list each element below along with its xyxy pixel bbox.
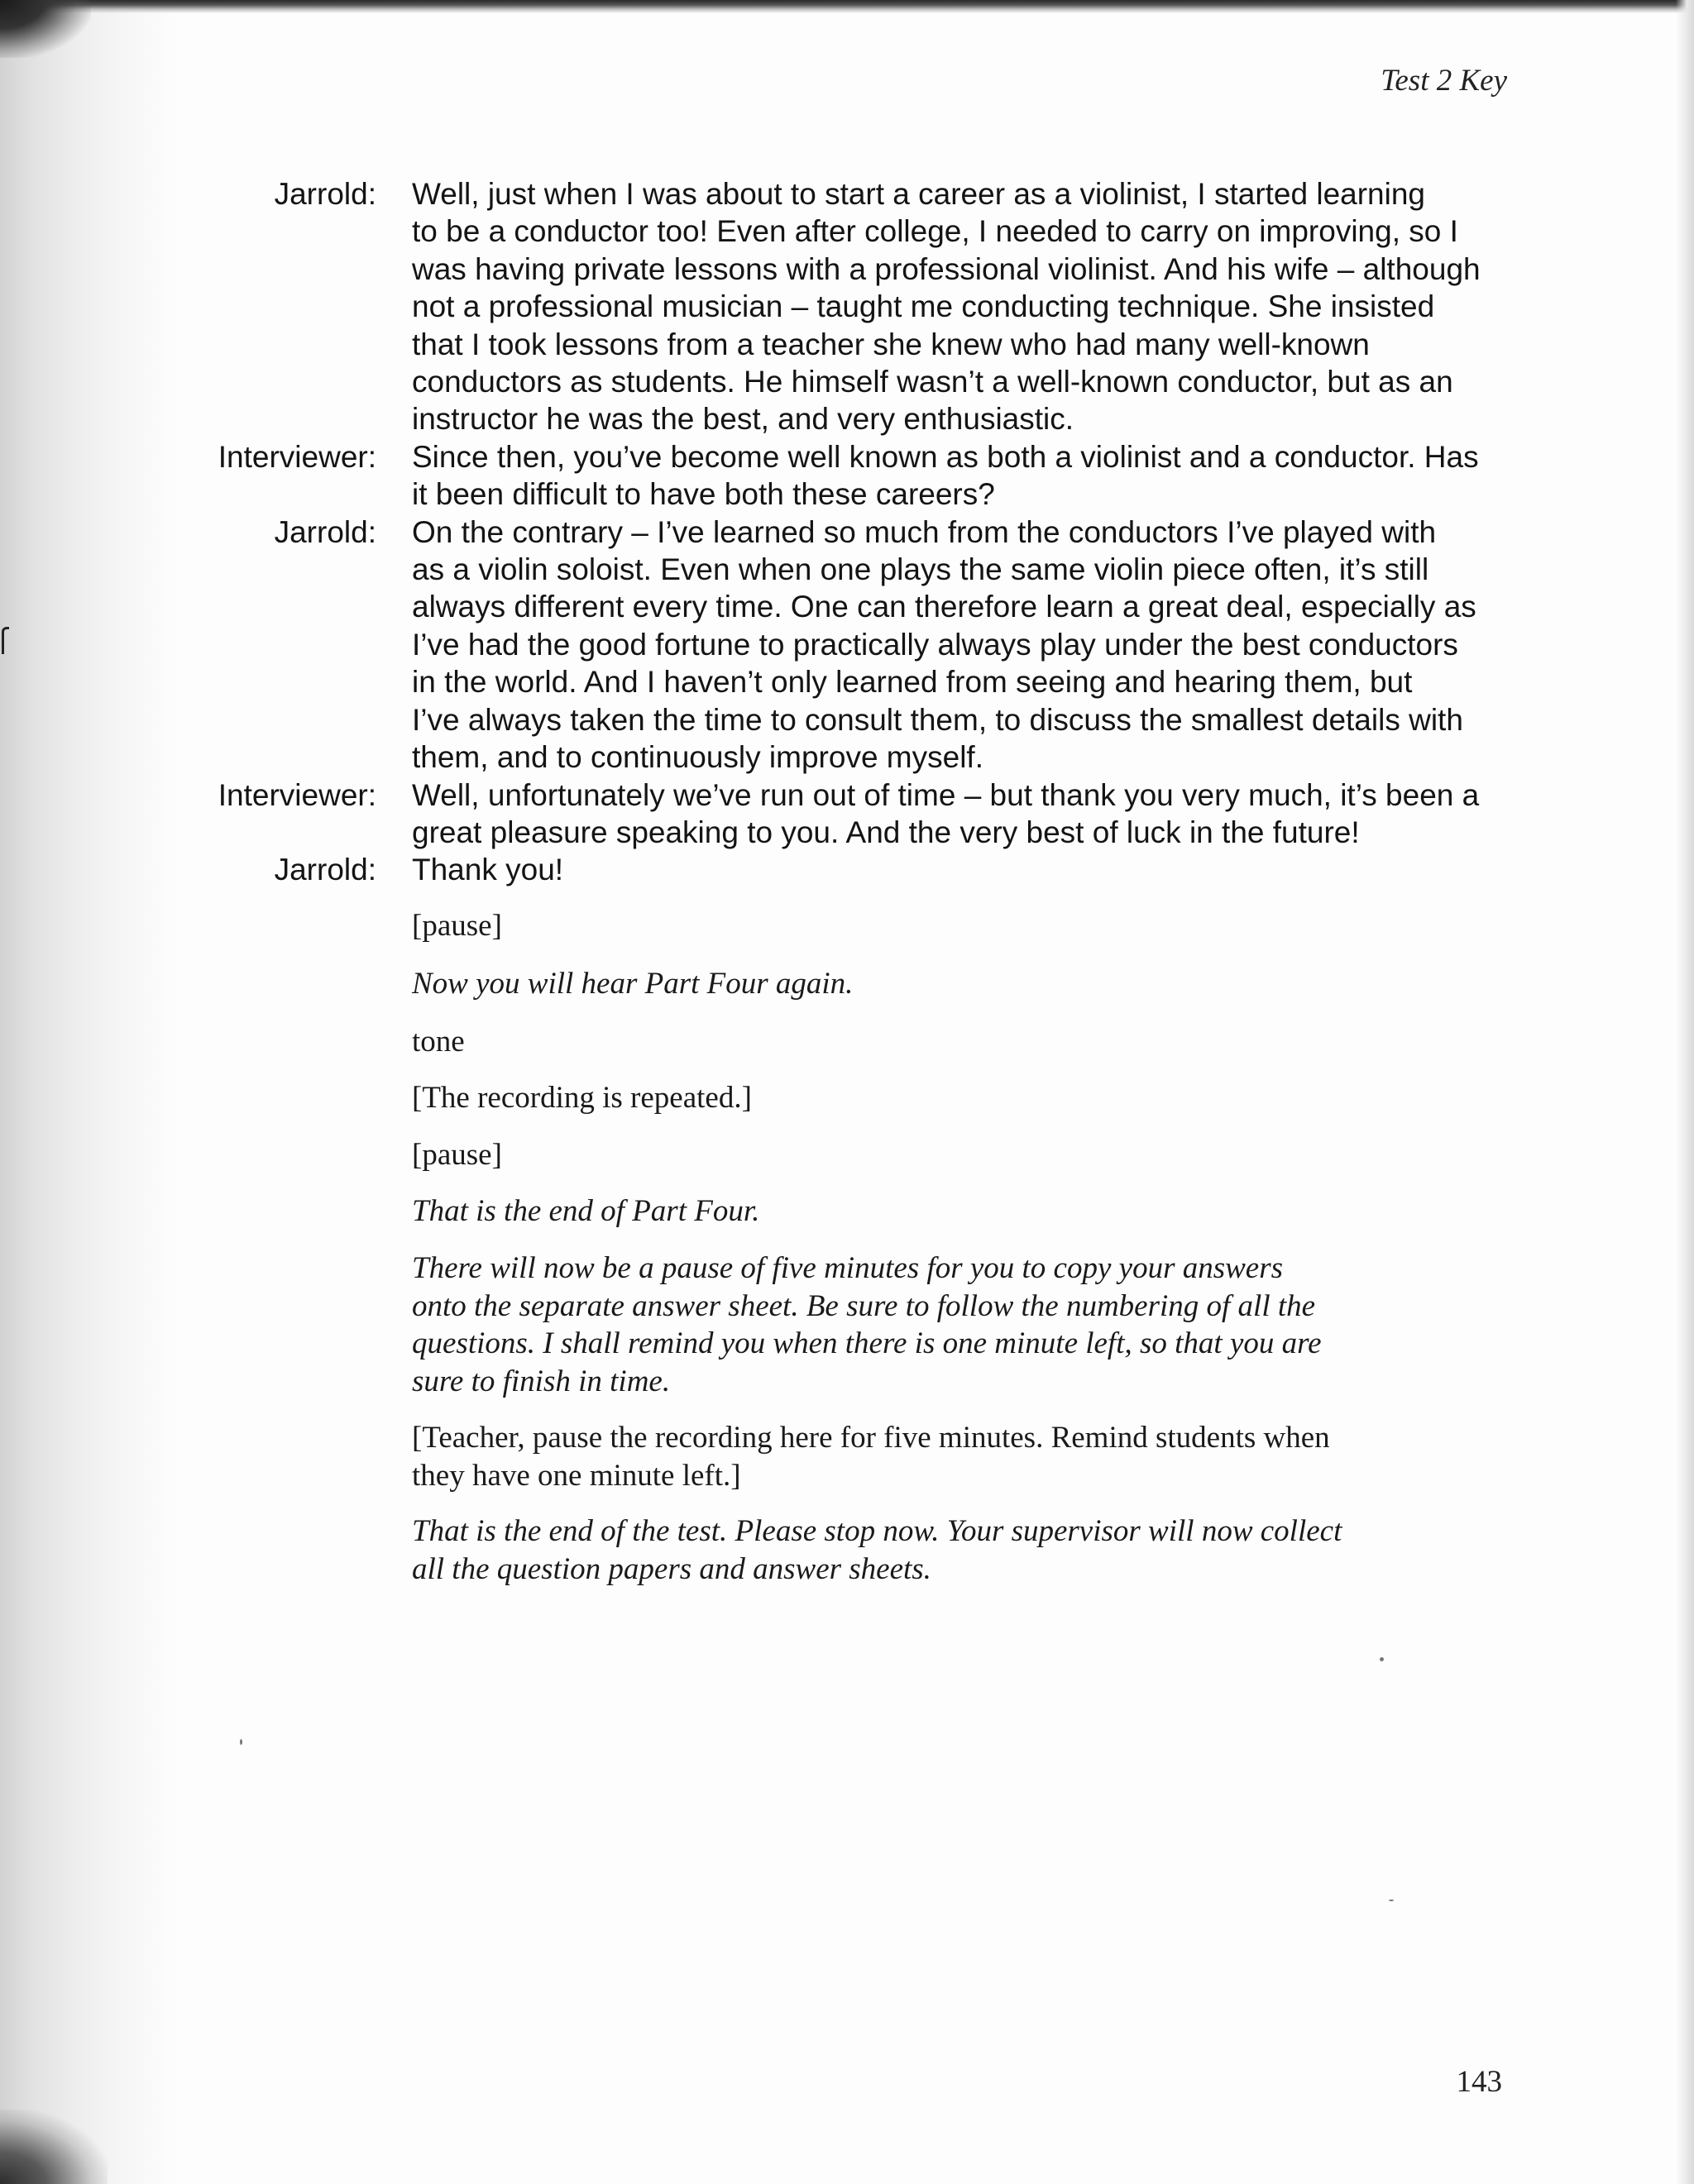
dialogue-transcript <box>0 175 1694 889</box>
running-head: Test 2 Key <box>1381 64 1507 98</box>
direction-end-of-test <box>412 1513 1520 1588</box>
direction-line: There will now be a pause of five minutes for you to copy your answers <box>412 1251 1284 1285</box>
speech-line: conductors as students. He himself wasn’t a well-known conductor, but as an <box>412 365 1453 399</box>
speech-line: Thank you! <box>412 853 564 887</box>
direction-copy-answers <box>412 1250 1520 1400</box>
dialogue-turn <box>0 438 1694 514</box>
speaker-label: Jarrold: <box>274 514 376 549</box>
speech-line: Well, just when I was about to start a career as a violinist, I started learning <box>412 177 1426 211</box>
dialogue-turn <box>0 851 1694 888</box>
speaker-label: Interviewer: <box>218 777 376 812</box>
page-number: 143 <box>1456 2065 1502 2099</box>
direction-end-part-four <box>412 1192 1520 1231</box>
speech-text <box>412 777 1516 852</box>
direction-line: questions. I shall remind you when there is one minute left, so that you are <box>412 1326 1322 1360</box>
direction-hear-again <box>412 965 1520 1003</box>
scan-speck <box>1389 1900 1394 1901</box>
direction-line: [pause] <box>412 1138 502 1172</box>
scan-speck <box>1380 1657 1384 1661</box>
direction-tone <box>412 1023 1520 1061</box>
speech-line: them, and to continuously improve myself. <box>412 740 983 775</box>
top-left-page-curl <box>0 0 91 58</box>
speech-line: Well, unfortunately we’ve run out of time – but thank you very much, it’s been a <box>412 777 1480 812</box>
speech-line: instructor he was the best, and very enthusiastic. <box>412 402 1074 437</box>
speech-line: it been difficult to have both these careers? <box>412 477 995 512</box>
direction-line: sure to finish in time. <box>412 1364 671 1398</box>
direction-line: they have one minute left.] <box>412 1458 741 1493</box>
direction-line: onto the separate answer sheet. Be sure to follow the numbering of all the <box>412 1288 1316 1323</box>
speech-line: always different every time. One can therefore learn a great deal, especially as <box>412 590 1476 624</box>
direction-teacher-note <box>412 1419 1520 1494</box>
top-page-edge <box>0 0 1694 13</box>
speech-line: great pleasure speaking to you. And the very best of luck in the future! <box>412 815 1360 849</box>
speech-line: not a professional musician – taught me conducting technique. She insisted <box>412 289 1435 324</box>
dialogue-turn <box>0 175 1694 438</box>
dialogue-turn <box>0 514 1694 777</box>
speech-line: that I took lessons from a teacher she knew who had many well-known <box>412 327 1370 361</box>
direction-pause <box>412 907 1520 945</box>
bottom-left-page-curl <box>0 2110 108 2184</box>
speech-text <box>412 175 1516 438</box>
speech-line: in the world. And I haven’t only learned from seeing and hearing them, but <box>412 665 1413 700</box>
direction-line: Now you will hear Part Four again. <box>412 967 854 1001</box>
direction-pause-2 <box>412 1136 1520 1174</box>
speech-text <box>412 514 1516 777</box>
dialogue-turn <box>0 777 1694 852</box>
speech-line: Since then, you’ve become well known as both a violinist and a conductor. Has <box>412 439 1479 474</box>
speech-line: I’ve had the good fortune to practically always play under the best conductors <box>412 627 1458 662</box>
direction-line: [The recording is repeated.] <box>412 1081 752 1115</box>
speaker-label: Jarrold: <box>274 853 376 887</box>
speech-line: was having private lessons with a professional violinist. And his wife – although <box>412 251 1481 286</box>
scan-speck <box>240 1739 242 1745</box>
speech-line: to be a conductor too! Even after college, I needed to carry on improving, so I <box>412 214 1458 249</box>
speech-text <box>412 851 1516 888</box>
direction-line: [pause] <box>412 909 502 943</box>
direction-line: That is the end of the test. Please stop now. Your supervisor will now collect <box>412 1514 1342 1548</box>
direction-line: all the question papers and answer sheets. <box>412 1551 931 1586</box>
direction-line: That is the end of Part Four. <box>412 1194 760 1228</box>
speech-line: as a violin soloist. Even when one plays the same violin piece often, it’s still <box>412 552 1429 587</box>
speaker-label: Jarrold: <box>274 177 376 211</box>
speaker-label: Interviewer: <box>218 439 376 474</box>
direction-line: [Teacher, pause the recording here for five minutes. Remind students when <box>412 1421 1330 1455</box>
speech-line: On the contrary – I’ve learned so much from the conductors I’ve played with <box>412 514 1437 549</box>
direction-repeated <box>412 1079 1520 1117</box>
speech-text <box>412 438 1516 514</box>
direction-line: tone <box>412 1025 465 1059</box>
speech-line: I’ve always taken the time to consult them, to discuss the smallest details with <box>412 702 1463 737</box>
